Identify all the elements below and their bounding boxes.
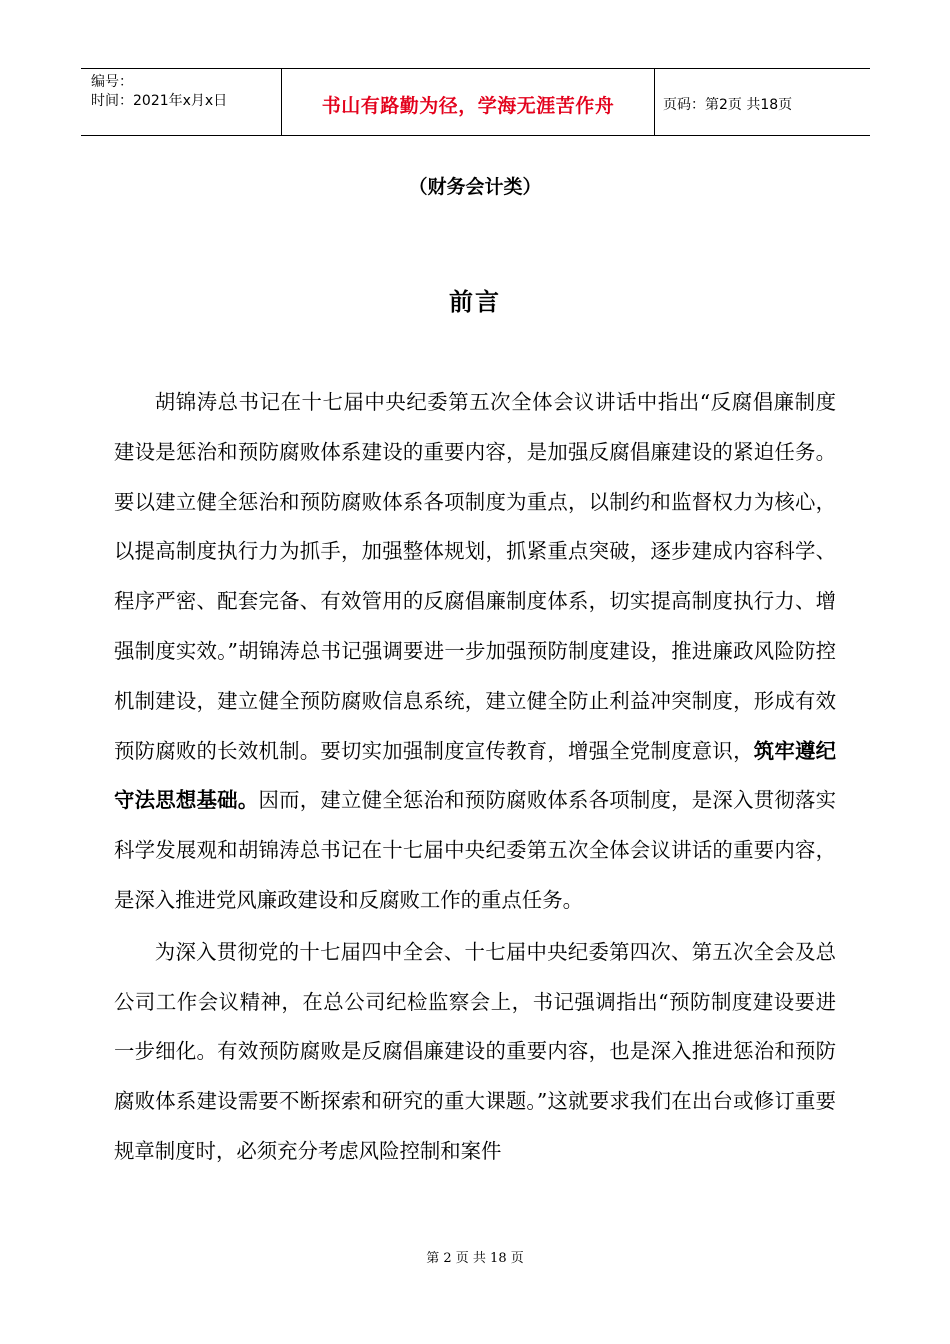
page-footer: 第 2 页 共 18 页 bbox=[426, 1251, 524, 1266]
paragraph-1-text: 胡锦涛总书记在十七届中央纪委第五次全体会议讲话中指出“反腐倡廉制度建设是惩治和预防腐败体系建设的重要内容，是加强反腐倡廉建设的紧迫任务。要以建立健全惩治和预防腐败体系各项制度为重点，以制约和监督权力为核心，以提高制度执行力为抓手，加强整体规划，抓紧重点突破，逐步建成内容科学、程序严密、配套完备、有效管用的反腐倡廉制度体系，切实提高制度执行力、增强制度实效。”胡锦涛总书记强调要进一步加强预防制度建设，推进廉政风险防控机制建设，建立健全预防腐败信息系统，建立健全防止利益冲突制度，形成有效预防腐败的长效机制。要切实加强制度宣传教育，增强全党制度意识， bbox=[114, 390, 836, 763]
paragraph-1-bold-text: 筑牢遵纪守法思想基础。 bbox=[114, 738, 837, 813]
header-meta bbox=[81, 69, 281, 135]
document-title: 前言 bbox=[449, 288, 501, 316]
paragraph-1 bbox=[114, 378, 836, 926]
header-motto-cell bbox=[281, 69, 655, 135]
header-page-label: 页码：第2页 共18页 bbox=[663, 97, 793, 113]
document-number-label: 编号： bbox=[91, 74, 133, 90]
document-date-label: 时间：2021年x月x日 bbox=[91, 93, 228, 109]
header-motto: 书山有路勤为径，学海无涯苦作舟 bbox=[321, 94, 615, 117]
paragraph-2: 为深入贯彻党的十七届四中全会、十七届中央纪委第四次、第五次全会及总公司工作会议精神，在总公司纪检监察会上，书记强调指出“预防制度建设要进一步细化。有效预防腐败是反腐倡廉建设的重要内容，也是深入推进惩治和预防腐败体系建设需要不断探索和研究的重大课题。”这就要求我们在出台或修订重要规章制度时，必须充分考虑风险控制和案件 bbox=[114, 939, 836, 1163]
document-category: （财务会计类） bbox=[408, 176, 542, 198]
document-body bbox=[114, 378, 836, 1177]
header-page-info bbox=[655, 71, 870, 137]
page-header bbox=[81, 68, 870, 136]
paragraph-1-text-after: 因而，建立健全惩治和预防腐败体系各项制度，是深入贯彻落实科学发展观和胡锦涛总书记在十七届中央纪委第五次全体会议讲话的重要内容，是深入推进党风廉政建设和反腐败工作的重点任务。 bbox=[114, 788, 837, 912]
